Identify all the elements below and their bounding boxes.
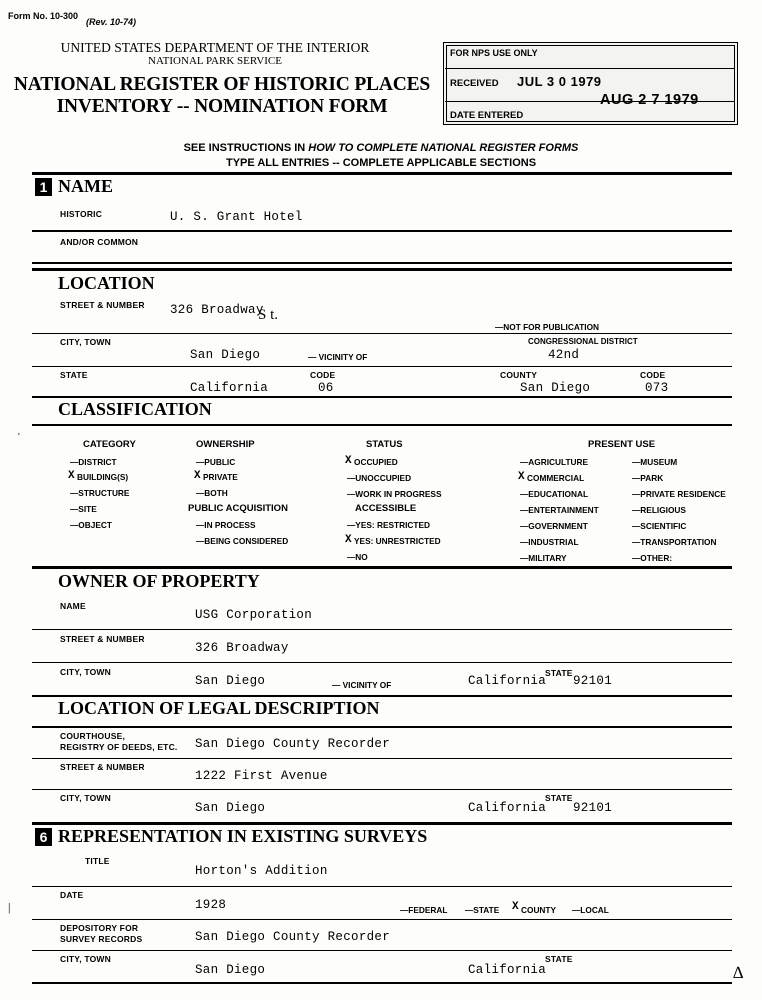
category-option-buildings-label: BUILDING(S) — [77, 472, 129, 482]
county-code-value: 073 — [645, 381, 669, 395]
use-option-entertainment[interactable]: —ENTERTAINMENT — [520, 505, 599, 515]
date-entered-stamp: AUG 2 7 1979 — [600, 92, 699, 108]
legal-zip-value: 92101 — [573, 801, 613, 815]
use-option-scientific[interactable]: —SCIENTIFIC — [632, 521, 687, 531]
use-option-military-label: MILITARY — [528, 553, 567, 563]
location-city-value: San Diego — [190, 348, 261, 362]
accessible-option-no-label: NO — [355, 552, 368, 562]
state-label: STATE — [60, 370, 88, 380]
acquisition-option-in-process-label: IN PROCESS — [204, 520, 256, 530]
category-option-district-label: DISTRICT — [78, 457, 117, 467]
use-option-military[interactable]: —MILITARY — [520, 553, 567, 563]
form-title-line2: INVENTORY -- NOMINATION FORM — [56, 96, 388, 117]
use-option-industrial[interactable]: —INDUSTRIAL — [520, 537, 579, 547]
owner-city-value: San Diego — [195, 674, 266, 688]
vicinity-option-owner[interactable]: — VICINITY OF — [332, 680, 392, 690]
section-2-title: LOCATION — [58, 273, 155, 293]
use-option-agriculture[interactable]: —AGRICULTURE — [520, 457, 589, 467]
survey-city-value: San Diego — [195, 963, 266, 977]
date-entered-label: DATE ENTERED — [450, 110, 524, 121]
location-city-label: CITY, TOWN — [60, 337, 111, 347]
use-option-private-residence[interactable]: —PRIVATE RESIDENCE — [632, 489, 726, 499]
depository-value: San Diego County Recorder — [195, 930, 391, 944]
legal-city-label: CITY, TOWN — [60, 793, 111, 803]
survey-state-label: STATE — [545, 954, 573, 964]
use-option-transportation-label: TRANSPORTATION — [640, 537, 717, 547]
page-corner-mark: ∆ — [733, 963, 744, 982]
ownership-option-private-xmark: X — [194, 470, 201, 482]
agency-heading: NATIONAL PARK SERVICE — [148, 55, 282, 67]
instructions-line-2: TYPE ALL ENTRIES -- COMPLETE APPLICABLE SECTIONS — [225, 157, 537, 169]
present-use-header: PRESENT USE — [588, 439, 656, 450]
courthouse-label-line1: COURTHOUSE, — [60, 731, 126, 741]
legal-state-label: STATE — [545, 793, 573, 803]
survey-level-state-label: STATE — [473, 905, 500, 915]
divider-location-top — [32, 268, 732, 271]
courthouse-label-line2: REGISTRY OF DEEDS, ETC. — [60, 742, 178, 752]
survey-level-local[interactable]: —LOCAL — [572, 905, 609, 915]
instructions-line-1 — [0, 142, 762, 154]
not-for-publication-label: NOT FOR PUBLICATION — [503, 322, 600, 332]
divider-legal-bottom — [32, 822, 732, 825]
use-option-other-label: OTHER: — [640, 553, 673, 563]
use-option-government-label: GOVERNMENT — [528, 521, 588, 531]
state-code-label: CODE — [310, 370, 336, 380]
category-option-district[interactable]: —DISTRICT — [70, 457, 117, 467]
use-option-commercial[interactable] — [527, 473, 584, 483]
status-option-occupied-xmark: X — [345, 455, 352, 467]
category-option-object-label: OBJECT — [78, 520, 112, 530]
ownership-option-private[interactable] — [203, 472, 238, 482]
divider-legal-street — [32, 789, 732, 790]
survey-title-value: Horton's Addition — [195, 864, 328, 878]
use-option-transportation[interactable]: —TRANSPORTATION — [632, 537, 717, 547]
survey-level-federal-label: FEDERAL — [408, 905, 448, 915]
use-option-religious-label: RELIGIOUS — [640, 505, 686, 515]
use-option-park[interactable]: —PARK — [632, 473, 664, 483]
accessible-option-no[interactable]: —NO — [347, 552, 368, 562]
status-option-unoccupied-label: UNOCCUPIED — [355, 473, 412, 483]
historic-label: HISTORIC — [60, 209, 103, 219]
instructions-prefix: SEE INSTRUCTIONS IN — [183, 142, 309, 154]
section-4-title: OWNER OF PROPERTY — [58, 571, 260, 591]
owner-state-value: California — [468, 674, 547, 688]
instructions-italic: HOW TO COMPLETE NATIONAL REGISTER FORMS — [308, 142, 579, 154]
divider-survey-date — [32, 919, 732, 920]
category-option-structure[interactable]: —STRUCTURE — [70, 488, 130, 498]
section-5-title: LOCATION OF LEGAL DESCRIPTION — [58, 698, 380, 718]
form-revision: (Rev. 10-74) — [86, 17, 137, 27]
divider-owner-street — [32, 662, 732, 663]
vicinity-label-owner: VICINITY OF — [342, 680, 392, 690]
survey-state-value: California — [468, 963, 547, 977]
status-option-occupied[interactable] — [354, 457, 398, 467]
survey-level-local-label: LOCAL — [580, 905, 609, 915]
status-option-occupied-label: OCCUPIED — [354, 457, 398, 467]
form-number: Form No. 10-300 — [8, 11, 79, 21]
divider-street — [32, 333, 732, 334]
accessible-header: ACCESSIBLE — [355, 503, 417, 514]
county-label: COUNTY — [500, 370, 538, 380]
owner-name-label: NAME — [60, 601, 86, 611]
nps-use-only-label: FOR NPS USE ONLY — [450, 48, 538, 58]
divider-survey-bottom — [32, 982, 732, 984]
divider-historic — [32, 230, 732, 232]
accessible-option-yes-restricted-label: YES: RESTRICTED — [355, 520, 430, 530]
divider-courthouse — [32, 758, 732, 759]
state-code-value: 06 — [318, 381, 334, 395]
location-street-label: STREET & NUMBER — [60, 300, 145, 310]
category-option-structure-label: STRUCTURE — [78, 488, 130, 498]
use-option-museum-label: MUSEUM — [640, 457, 678, 467]
section-6-number: 6 — [35, 828, 52, 846]
survey-date-label: DATE — [60, 890, 84, 900]
use-option-other[interactable]: —OTHER: — [632, 553, 673, 563]
survey-level-county-label: COUNTY — [521, 905, 557, 915]
survey-level-federal[interactable]: —FEDERAL — [400, 905, 448, 915]
use-option-educational-label: EDUCATIONAL — [528, 489, 589, 499]
ownership-option-both[interactable]: —BOTH — [196, 488, 228, 498]
acquisition-option-in-process[interactable]: —IN PROCESS — [196, 520, 256, 530]
divider-name-top — [32, 172, 732, 175]
category-option-site[interactable]: —SITE — [70, 504, 97, 514]
use-option-park-label: PARK — [640, 473, 664, 483]
category-header: CATEGORY — [83, 439, 136, 450]
owner-street-label: STREET & NUMBER — [60, 634, 145, 644]
survey-level-state[interactable]: —STATE — [465, 905, 500, 915]
courthouse-value: San Diego County Recorder — [195, 737, 391, 751]
survey-city-label: CITY, TOWN — [60, 954, 111, 964]
divider-city — [32, 366, 732, 367]
vicinity-option-location: — VICINITY OF — [308, 352, 368, 362]
ownership-option-public[interactable]: —PUBLIC — [196, 457, 236, 467]
depository-label-line2: SURVEY RECORDS — [60, 934, 143, 944]
accessible-option-yes-unrestricted[interactable] — [354, 536, 441, 546]
legal-state-value: California — [468, 801, 547, 815]
use-option-commercial-xmark: X — [518, 471, 525, 483]
divider-state — [32, 396, 732, 398]
public-acquisition-header: PUBLIC ACQUISITION — [188, 503, 288, 514]
owner-zip-value: 92101 — [573, 674, 613, 688]
section-1-number: 1 — [35, 178, 52, 196]
accessible-option-yes-unrestricted-label: YES: UNRESTRICTED — [354, 536, 441, 546]
accessible-option-yes-restricted[interactable]: —YES: RESTRICTED — [347, 520, 430, 530]
legal-street-value: 1222 First Avenue — [195, 769, 328, 783]
state-value: California — [190, 381, 269, 395]
acquisition-option-being-considered-label: BEING CONSIDERED — [204, 536, 289, 546]
historic-name-value: U. S. Grant Hotel — [170, 210, 303, 224]
congressional-district-label: CONGRESSIONAL DISTRICT — [528, 337, 638, 346]
county-value: San Diego — [520, 381, 591, 395]
received-label: RECEIVED — [450, 78, 499, 89]
use-option-agriculture-label: AGRICULTURE — [528, 457, 589, 467]
owner-state-label: STATE — [545, 668, 573, 678]
ownership-option-private-label: PRIVATE — [203, 472, 238, 482]
divider-owner-city — [32, 695, 732, 697]
legal-street-label: STREET & NUMBER — [60, 762, 145, 772]
use-option-industrial-label: INDUSTRIAL — [528, 537, 579, 547]
form-title-line1: NATIONAL REGISTER OF HISTORIC PLACES — [13, 74, 431, 95]
margin-tick-left-lower: | — [8, 900, 11, 914]
use-option-government[interactable]: —GOVERNMENT — [520, 521, 588, 531]
use-option-commercial-label: COMMERCIAL — [527, 473, 585, 483]
status-option-unoccupied[interactable]: —UNOCCUPIED — [347, 473, 412, 483]
divider-common — [32, 262, 732, 264]
use-option-scientific-label: SCIENTIFIC — [640, 521, 687, 531]
divider-legal-top — [32, 726, 732, 728]
owner-name-value: USG Corporation — [195, 608, 313, 622]
acquisition-option-being-considered[interactable]: —BEING CONSIDERED — [196, 536, 289, 546]
vicinity-label-location: VICINITY OF — [318, 352, 368, 362]
margin-tick-left: ' — [18, 432, 20, 443]
ownership-header: OWNERSHIP — [196, 439, 255, 450]
category-option-buildings[interactable] — [77, 472, 128, 482]
owner-street-value: 326 Broadway — [195, 641, 289, 655]
category-option-buildings-xmark: X — [68, 470, 75, 482]
category-option-object[interactable]: —OBJECT — [70, 520, 112, 530]
not-for-publication-option: —NOT FOR PUBLICATION — [495, 322, 600, 332]
status-option-work-in-progress[interactable]: —WORK IN PROGRESS — [347, 489, 442, 499]
status-option-work-in-progress-label: WORK IN PROGRESS — [355, 489, 442, 499]
owner-city-label: CITY, TOWN — [60, 667, 111, 677]
divider-classification-top — [32, 424, 732, 426]
survey-level-county[interactable] — [521, 905, 556, 915]
legal-city-value: San Diego — [195, 801, 266, 815]
section-3-title: CLASSIFICATION — [58, 399, 212, 419]
use-option-museum[interactable]: —MUSEUM — [632, 457, 678, 467]
location-street-value: 326 Broadway — [170, 303, 264, 317]
street-handwritten-annotation: S t. — [258, 307, 279, 323]
congressional-district-value: 42nd — [548, 348, 580, 362]
survey-level-county-xmark: X — [512, 901, 519, 913]
divider-survey-title — [32, 886, 732, 887]
use-option-entertainment-label: ENTERTAINMENT — [528, 505, 599, 515]
survey-title-label: TITLE — [85, 856, 110, 866]
accessible-option-yes-unrestricted-xmark: X — [345, 534, 352, 546]
county-code-label: CODE — [640, 370, 666, 380]
ownership-option-both-label: BOTH — [204, 488, 228, 498]
category-option-site-label: SITE — [78, 504, 97, 514]
common-name-label: AND/OR COMMON — [60, 237, 139, 247]
ownership-option-public-label: PUBLIC — [204, 457, 236, 467]
nps-box-divider-1 — [445, 68, 734, 69]
status-header: STATUS — [366, 439, 403, 450]
section-6-title: REPRESENTATION IN EXISTING SURVEYS — [58, 826, 428, 846]
received-date-stamp: JUL 3 0 1979 — [517, 74, 602, 89]
use-option-religious[interactable]: —RELIGIOUS — [632, 505, 686, 515]
divider-depository — [32, 950, 732, 951]
divider-owner-name — [32, 629, 732, 630]
use-option-educational[interactable]: —EDUCATIONAL — [520, 489, 589, 499]
section-1-title: NAME — [58, 176, 113, 196]
divider-owner-top — [32, 566, 732, 569]
department-heading: UNITED STATES DEPARTMENT OF THE INTERIOR — [60, 40, 370, 55]
depository-label-line1: DEPOSITORY FOR — [60, 923, 139, 933]
use-option-private-residence-label: PRIVATE RESIDENCE — [640, 489, 726, 499]
survey-date-value: 1928 — [195, 898, 227, 912]
